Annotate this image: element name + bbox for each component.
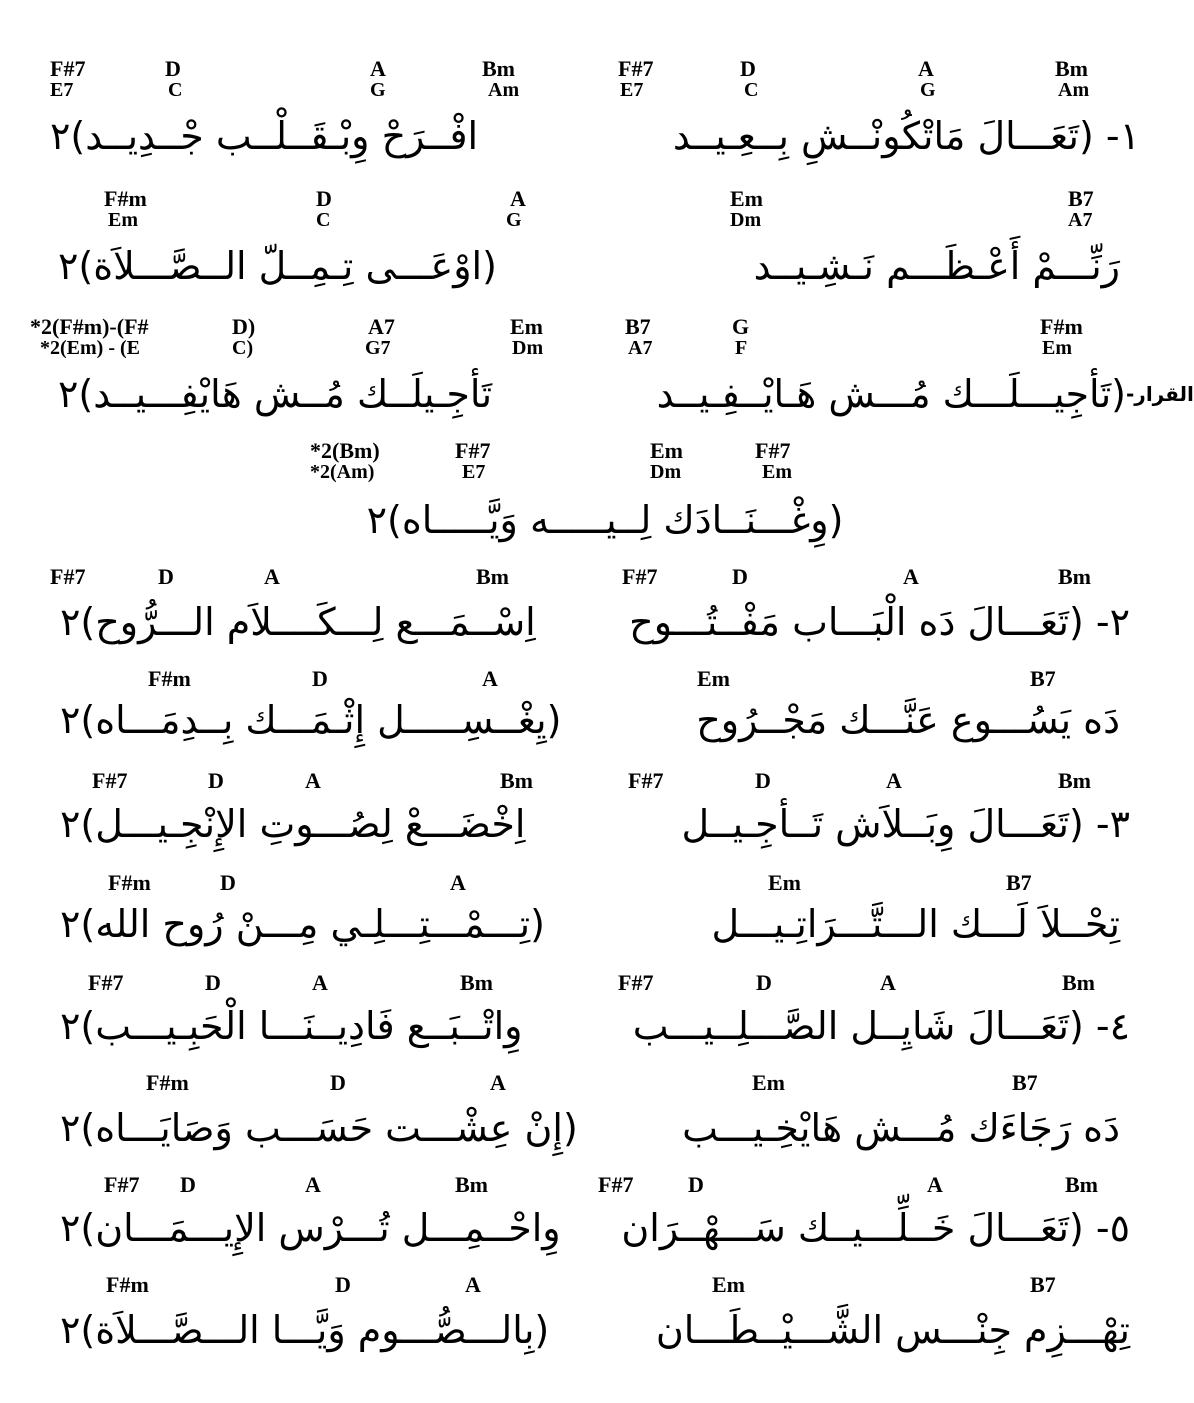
chord: D bbox=[180, 1172, 196, 1197]
lyric-line-left: وِاتْــبَــع فَادِيــنَـــا الْحَبِـيـــب)٢ bbox=[60, 1004, 523, 1048]
chord: Em bbox=[650, 438, 683, 463]
alt-chord: Em bbox=[762, 461, 792, 483]
chord: Em bbox=[712, 1272, 745, 1297]
chord: *2(F#m)-(F# bbox=[30, 314, 149, 339]
chord: D bbox=[312, 666, 328, 691]
alt-chord: G bbox=[506, 209, 522, 231]
chord: F#m bbox=[108, 870, 151, 895]
chord: D bbox=[688, 1172, 704, 1197]
lyric-line-left: اِسْــمَـــع لِـــكَــــلاَم الـــرُّوح)٢ bbox=[60, 600, 536, 644]
alt-chord: G7 bbox=[365, 337, 391, 359]
lyric-line-right: ٥- (تَعَـــالَ خَــلِّـــيــك سَـــهْــرَان bbox=[621, 1206, 1130, 1250]
chord: F#m bbox=[106, 1272, 149, 1297]
chord: Bm bbox=[1058, 768, 1091, 793]
chord: D bbox=[755, 768, 771, 793]
alt-chord: E7 bbox=[462, 461, 486, 483]
alt-chord: G bbox=[370, 79, 386, 101]
chord: Bm bbox=[455, 1172, 488, 1197]
chord: F#7 bbox=[455, 438, 491, 463]
chord: F#7 bbox=[50, 56, 86, 81]
chord: D bbox=[740, 56, 756, 81]
lyric-line-right: (تَأجِيـــلَـــك مُـــش هَـايْــفِـيــد bbox=[656, 372, 1126, 416]
alt-chord: E7 bbox=[620, 79, 644, 101]
chord: F#m bbox=[104, 186, 147, 211]
chord: A bbox=[886, 768, 902, 793]
chord: Em bbox=[730, 186, 763, 211]
chord: D bbox=[208, 768, 224, 793]
chord: D bbox=[205, 970, 221, 995]
chord: B7 bbox=[1012, 1070, 1038, 1095]
chord: Em bbox=[752, 1070, 785, 1095]
chord: A bbox=[370, 56, 386, 81]
chord: B7 bbox=[1030, 1272, 1056, 1297]
chord: Bm bbox=[1065, 1172, 1098, 1197]
chord: D bbox=[158, 564, 174, 589]
chord: Bm bbox=[460, 970, 493, 995]
chord: Bm bbox=[500, 768, 533, 793]
chord: Em bbox=[768, 870, 801, 895]
chord: A bbox=[305, 1172, 321, 1197]
alt-chord: Am bbox=[488, 79, 520, 101]
chord: D bbox=[335, 1272, 351, 1297]
lyric-line-left: اِخْضَـــعْ لِصُـــوتِ الإِنْجِـيـــل)٢ bbox=[60, 802, 526, 846]
alt-chord: G bbox=[920, 79, 936, 101]
chord: A bbox=[490, 1070, 506, 1095]
chord: F#m bbox=[146, 1070, 189, 1095]
chord: Bm bbox=[482, 56, 515, 81]
chord: F#m bbox=[1040, 314, 1083, 339]
chord: A bbox=[510, 186, 526, 211]
lyric-line-right: ٤- (تَعَـــالَ شَايِــل الصَّـــلِــيـــب bbox=[632, 1004, 1130, 1048]
alt-chord: Am bbox=[1058, 79, 1090, 101]
lyric-line-right: ٢- (تَعَـــالَ دَه الْبَـــاب مَفْــتُـــوح bbox=[629, 600, 1130, 644]
chord: D bbox=[165, 56, 181, 81]
alt-chord: C bbox=[316, 209, 331, 231]
chord: F#7 bbox=[622, 564, 658, 589]
alt-chord: C bbox=[744, 79, 759, 101]
chord: B7 bbox=[1006, 870, 1032, 895]
lyric-line-right: رَنِّـــمْ أَعْـظَـــم نَـشِـيــد bbox=[753, 244, 1120, 288]
lyric-line-left: (يِغْــسِـــــل إِثْـمَـــك بِــدِمَـــاه)٢ bbox=[60, 698, 562, 742]
lyric-line-right: دَه يَسُـــوع عَنَّـــك مَجْــرُوح bbox=[696, 698, 1120, 742]
chord: A bbox=[305, 768, 321, 793]
alt-chord: F bbox=[735, 337, 748, 359]
chord: Em bbox=[510, 314, 543, 339]
chord: F#7 bbox=[618, 56, 654, 81]
lyric-line-right: تِهْـــزِم جِنْـــس الشَّـــيْــطَـــان bbox=[655, 1308, 1130, 1352]
lyric-line-left: (اوْعَـــى تِـمِــلّ الــصَّـــلاَة)٢ bbox=[58, 244, 497, 288]
chord: B7 bbox=[625, 314, 651, 339]
alt-chord: E7 bbox=[50, 79, 74, 101]
alt-chord: Dm bbox=[730, 209, 762, 231]
chord: A bbox=[312, 970, 328, 995]
chord: D bbox=[330, 1070, 346, 1095]
lyric-line-right: دَه رَجَاءَك مُـــش هَايْخِـيـــب bbox=[682, 1106, 1120, 1150]
chord: A bbox=[450, 870, 466, 895]
lyric-line-left: تَأجِـيلَــك مُــش هَايْفِـــيــد)٢ bbox=[58, 372, 493, 416]
lyric-line-center: (وِغْـــنَــادَك لِــيـــــه وَيَّـــــاه)٢ bbox=[366, 498, 844, 542]
chord: F#7 bbox=[88, 970, 124, 995]
chord: A bbox=[465, 1272, 481, 1297]
chord: Bm bbox=[1062, 970, 1095, 995]
chord: Bm bbox=[476, 564, 509, 589]
chord: D bbox=[316, 186, 332, 211]
chord: F#7 bbox=[598, 1172, 634, 1197]
chord: F#7 bbox=[755, 438, 791, 463]
lyric-line-left: افْــرَحْ وِبْـقَــلْــب جْــدِيــد)٢ bbox=[50, 114, 479, 158]
lyric-line-right: تِحْــلاَ لَـــك الـــتَّـــرَاتِـيـــل bbox=[711, 902, 1120, 946]
chord: D bbox=[220, 870, 236, 895]
alt-chord: *2(Am) bbox=[310, 461, 375, 483]
chord: Em bbox=[697, 666, 730, 691]
alt-chord: Dm bbox=[512, 337, 544, 359]
chord: F#7 bbox=[50, 564, 86, 589]
lyric-line-right: ٣- (تَعَـــالَ وِبَــلاَش تَــأجِـيــل bbox=[681, 802, 1130, 846]
alt-chord: *2(Em) - (E bbox=[40, 337, 140, 359]
chord: F#m bbox=[148, 666, 191, 691]
lyric-line-left: (إِنْ عِشْـــت حَسَـــب وَصَايَـــاه)٢ bbox=[60, 1106, 578, 1150]
chord: A bbox=[918, 56, 934, 81]
chord: A bbox=[264, 564, 280, 589]
chord: F#7 bbox=[92, 768, 128, 793]
chord: B7 bbox=[1068, 186, 1094, 211]
alt-chord: Em bbox=[108, 209, 138, 231]
alt-chord: Em bbox=[1042, 337, 1072, 359]
chord: A7 bbox=[368, 314, 395, 339]
chord: D) bbox=[232, 314, 256, 339]
alt-chord: A7 bbox=[628, 337, 653, 359]
alt-chord: C bbox=[168, 79, 183, 101]
chord: Bm bbox=[1058, 564, 1091, 589]
chord: A bbox=[880, 970, 896, 995]
chorus-label: القرار- bbox=[1126, 382, 1194, 406]
chord: D bbox=[756, 970, 772, 995]
chord: *2(Bm) bbox=[310, 438, 380, 463]
lyric-line-right: ١- (تَعَـــالَ مَاتْكُونْــشِ بِــعِـيــد bbox=[672, 114, 1140, 158]
lyric-line-left: وِاحْــمِـــل تُـــرْس الإِيـــمَـــان)٢ bbox=[60, 1206, 561, 1250]
chord: F#7 bbox=[618, 970, 654, 995]
chord: A bbox=[482, 666, 498, 691]
alt-chord: Dm bbox=[650, 461, 682, 483]
lyric-line-left: (تِـــمْـــتِـــلِـي مِـــنْ رُوح الله)٢ bbox=[60, 902, 545, 946]
alt-chord: A7 bbox=[1068, 209, 1093, 231]
chord: F#7 bbox=[628, 768, 664, 793]
chord: A bbox=[903, 564, 919, 589]
chord: B7 bbox=[1030, 666, 1056, 691]
lyric-line-left: (بِالـــصُّـــوم وَيَّـــا الـــصَّـــلاَة)٢ bbox=[60, 1308, 550, 1352]
chord: G bbox=[732, 314, 750, 339]
chord: A bbox=[927, 1172, 943, 1197]
alt-chord: C) bbox=[232, 337, 254, 359]
chord: D bbox=[732, 564, 748, 589]
chord: Bm bbox=[1055, 56, 1088, 81]
chord: F#7 bbox=[104, 1172, 140, 1197]
